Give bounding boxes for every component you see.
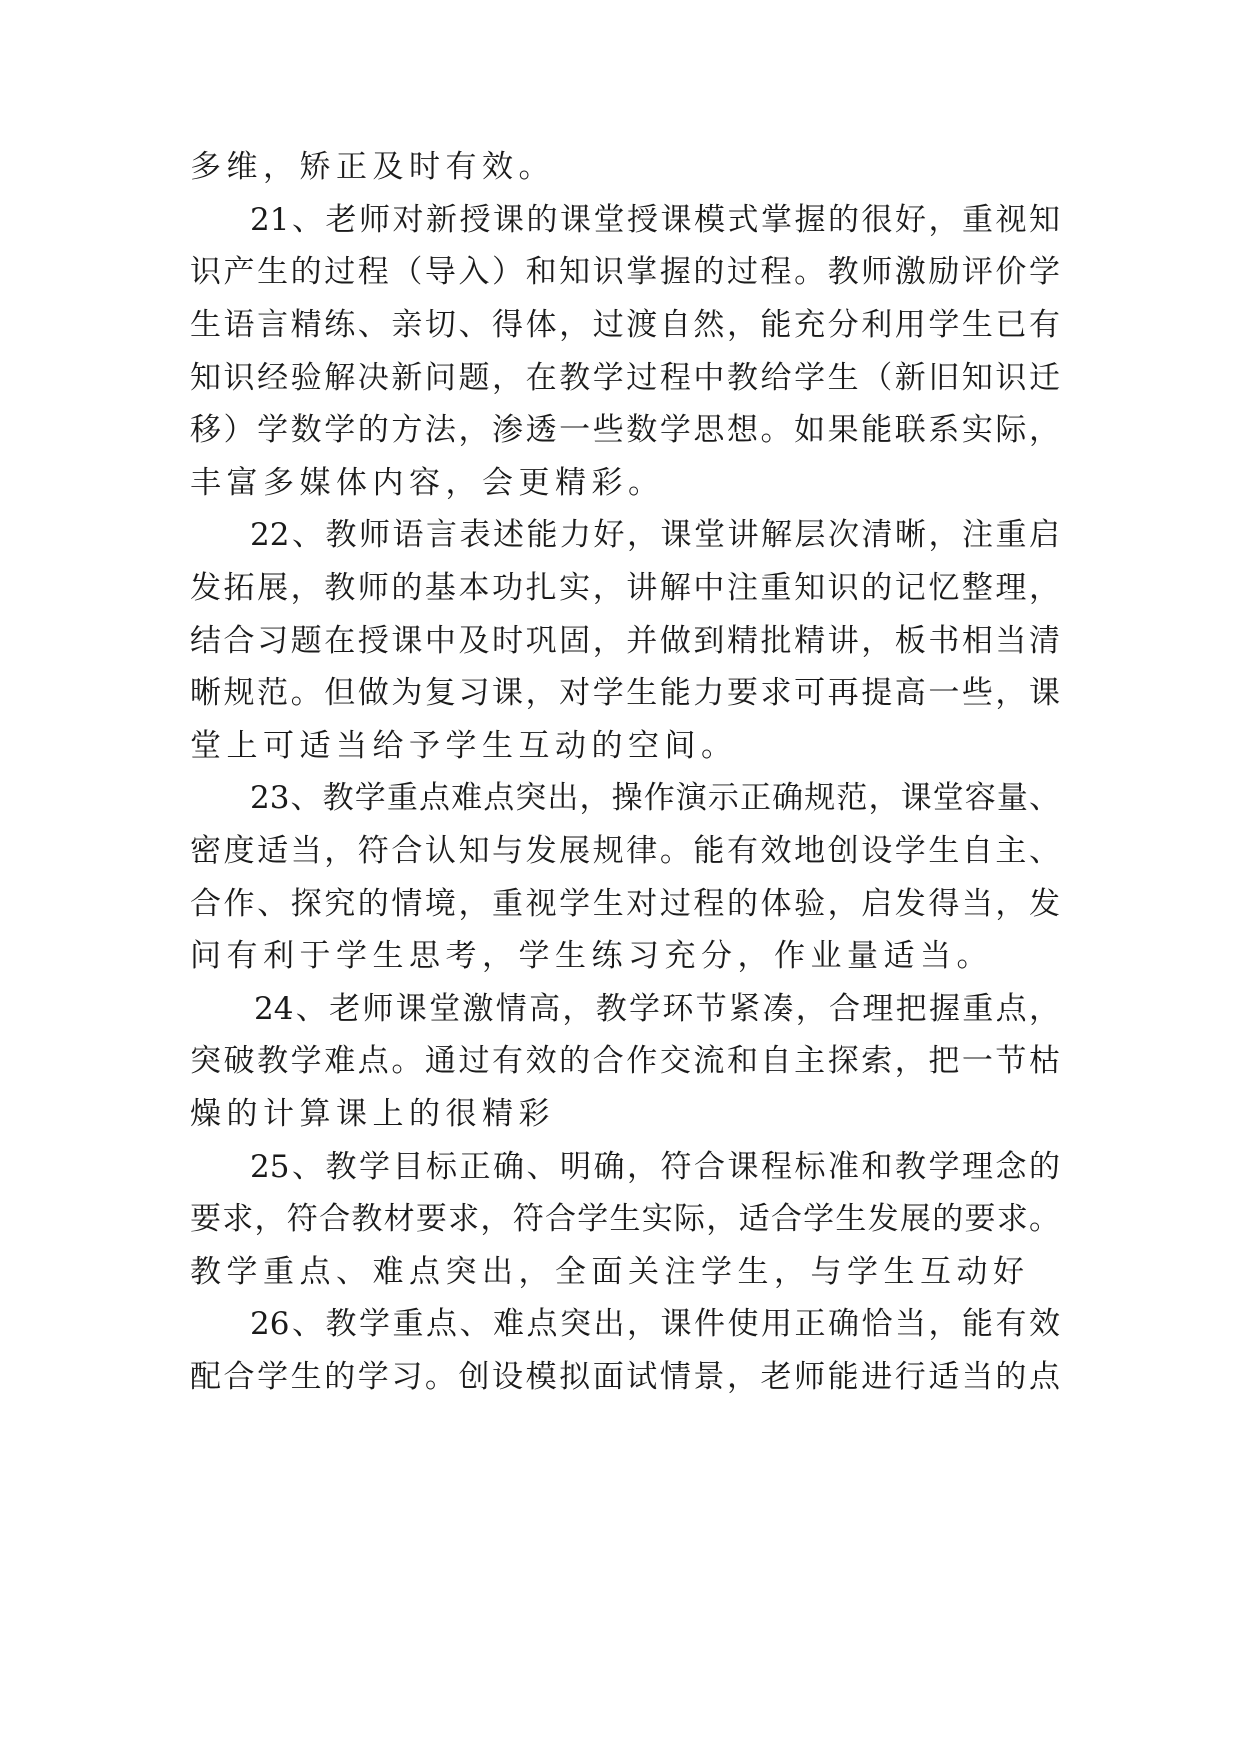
paragraph-26-line-1: 26、教学重点、难点突出，课件使用正确恰当，能有效 [250,1306,1060,1342]
text-line-1: 多维，矫正及时有效。 [190,149,555,185]
paragraph-25-line-3: 教学重点、难点突出，全面关注学生，与学生互动好 [190,1254,1030,1290]
paragraph-24-line-2: 突破教学难点。通过有效的合作交流和自主探索，把一节枯 [190,1043,1060,1079]
paragraph-21-line-5: 移）学数学的方法，渗透一些数学思想。如果能联系实际， [190,412,1060,448]
paragraph-23-line-1: 23、教学重点难点突出，操作演示正确规范，课堂容量、 [250,780,1060,816]
paragraph-25-line-1: 25、教学目标正确、明确，符合课程标准和教学理念的 [250,1149,1060,1185]
paragraph-22-line-2: 发拓展，教师的基本功扎实，讲解中注重知识的记忆整理， [190,570,1060,606]
paragraph-24-line-3: 燥的计算课上的很精彩 [190,1096,555,1132]
paragraph-22-line-4: 晰规范。但做为复习课，对学生能力要求可再提高一些，课 [190,675,1060,711]
paragraph-23-line-4: 问有利于学生思考，学生练习充分，作业量适当。 [190,938,993,974]
paragraph-22-line-3: 结合习题在授课中及时巩固，并做到精批精讲，板书相当清 [190,623,1060,659]
paragraph-21-line-6: 丰富多媒体内容，会更精彩。 [190,465,665,501]
paragraph-23-line-2: 密度适当，符合认知与发展规律。能有效地创设学生自主、 [190,833,1060,869]
paragraph-21-line-4: 知识经验解决新问题，在教学过程中教给学生（新旧知识迁 [190,360,1060,396]
paragraph-25-line-2: 要求，符合教材要求，符合学生实际，适合学生发展的要求。 [190,1201,1060,1237]
paragraph-21-line-3: 生语言精练、亲切、得体，过渡自然，能充分利用学生已有 [190,307,1060,343]
paragraph-21-line-1: 21、老师对新授课的课堂授课模式掌握的很好，重视知 [250,202,1060,238]
paragraph-24-line-1: 24、老师课堂激情高，教学环节紧凑，合理把握重点， [254,991,1060,1027]
paragraph-22-line-5: 堂上可适当给予学生互动的空间。 [190,728,738,764]
paragraph-22-line-1: 22、教师语言表述能力好，课堂讲解层次清晰，注重启 [250,517,1060,553]
paragraph-21-line-2: 识产生的过程（导入）和知识掌握的过程。教师激励评价学 [190,254,1060,290]
paragraph-26-line-2: 配合学生的学习。创设模拟面试情景，老师能进行适当的点 [190,1359,1060,1395]
paragraph-23-line-3: 合作、探究的情境，重视学生对过程的体验，启发得当，发 [190,886,1060,922]
